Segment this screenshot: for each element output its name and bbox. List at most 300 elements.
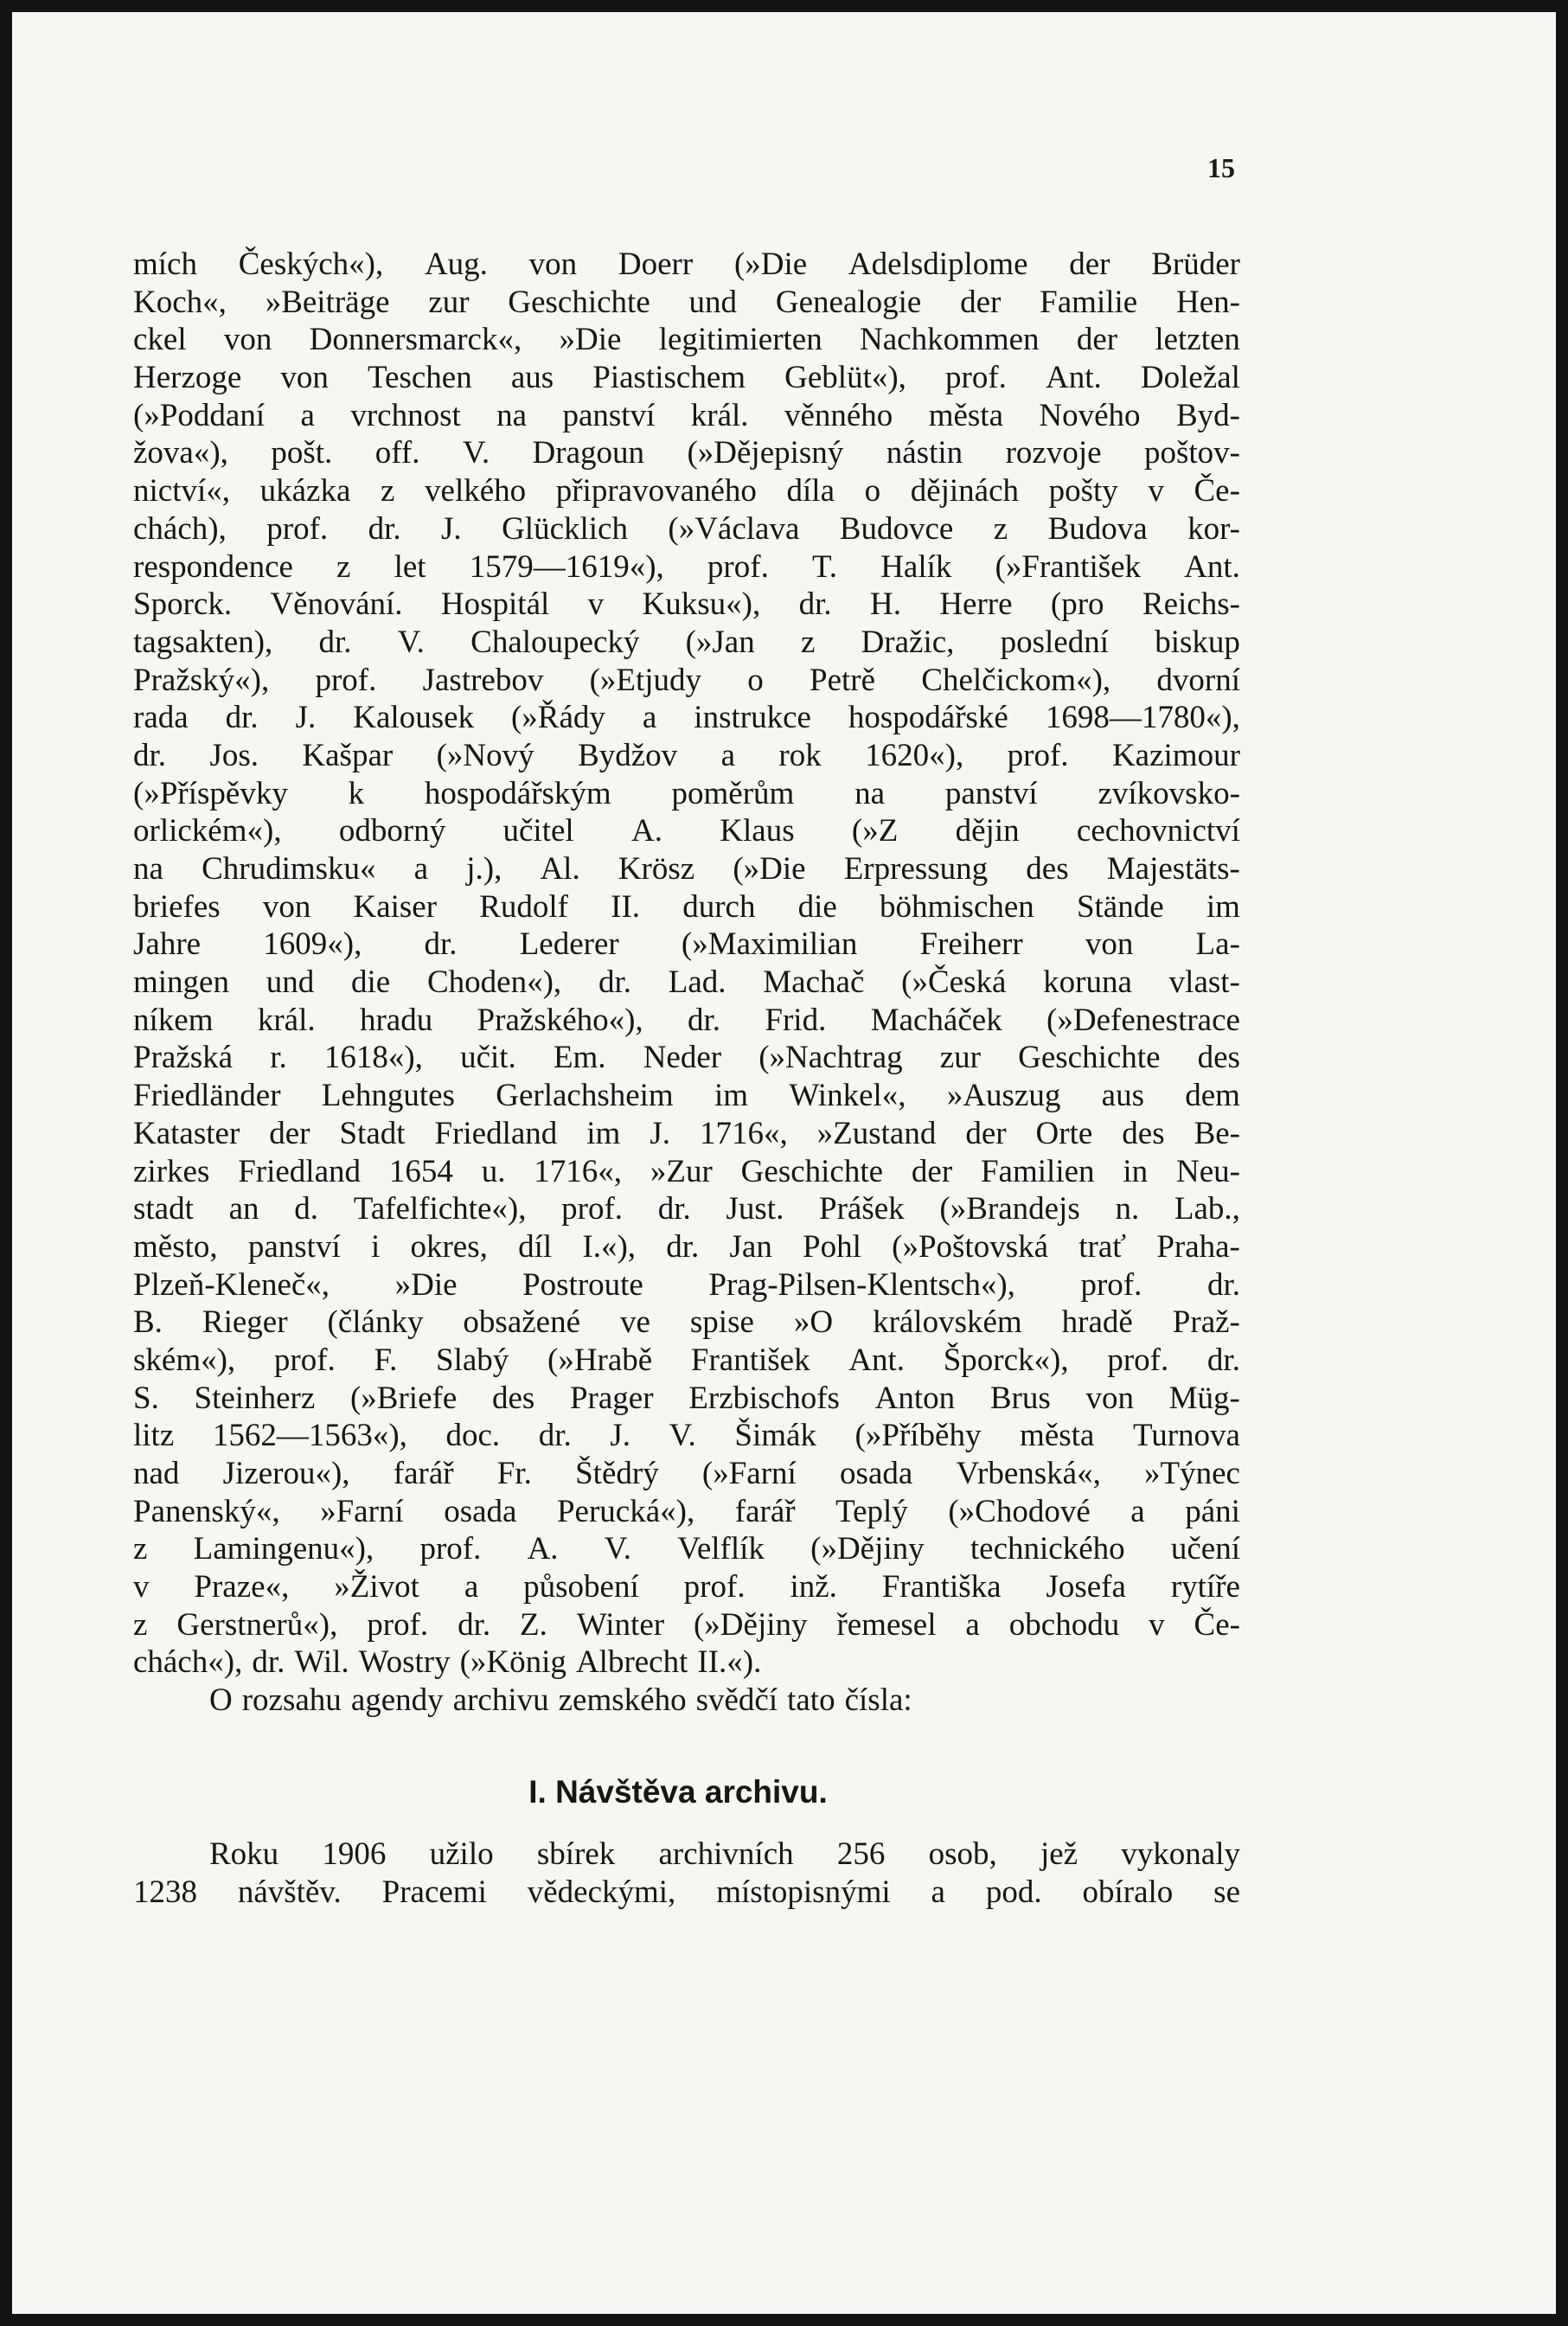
text-line: [133, 321, 1240, 359]
word: vykonaly: [1121, 1836, 1240, 1872]
word: prof.: [419, 1531, 482, 1567]
word: místopisnými: [716, 1874, 891, 1910]
word: Geblüt«),: [784, 360, 906, 396]
word: let: [394, 548, 426, 585]
word: »O: [793, 1304, 834, 1341]
text-line: [133, 1530, 1240, 1568]
text-line: [133, 662, 1240, 700]
word: Prag-Pilsen-Klentsch«),: [708, 1266, 1015, 1303]
word: dr.: [666, 1228, 700, 1265]
word: 1698—1780«),: [1045, 700, 1240, 736]
word: spise: [689, 1304, 754, 1341]
word: n.: [1115, 1191, 1140, 1227]
word: ve: [619, 1304, 650, 1341]
word: dr.: [798, 586, 832, 623]
word: H.: [869, 586, 901, 623]
text-line: [133, 1342, 1240, 1380]
word: rozsahu: [241, 1682, 342, 1719]
word: Lamingenu«),: [193, 1531, 374, 1567]
word: agendy: [350, 1682, 444, 1719]
word: (»Příběhy: [854, 1418, 982, 1454]
word: Kataster: [133, 1115, 240, 1151]
word: Doerr: [618, 247, 694, 282]
word: z: [336, 548, 351, 585]
word: Pražská: [133, 1040, 234, 1076]
word: S.: [133, 1380, 159, 1416]
word: »Beiträge: [265, 284, 390, 320]
word: z: [133, 1606, 148, 1643]
word: prof.: [707, 548, 769, 585]
word: Budova: [1047, 510, 1148, 547]
word: Perucká«),: [556, 1493, 695, 1529]
word: král.: [257, 1002, 316, 1038]
text-line: [133, 1417, 1240, 1455]
word: La-: [1195, 926, 1240, 963]
word: aus: [1101, 1078, 1144, 1114]
text-line: [133, 1568, 1240, 1606]
word: rok: [778, 737, 822, 773]
word: Wostry: [358, 1644, 451, 1681]
section-heading: I. Návštěva archivu.: [528, 1773, 828, 1810]
word: města: [928, 397, 1003, 433]
word: letzten: [1155, 322, 1240, 358]
word: und: [688, 284, 738, 320]
word: Aug.: [424, 247, 488, 282]
word: i: [370, 1228, 381, 1265]
word: a: [965, 1606, 980, 1643]
word: Familie: [1040, 284, 1138, 320]
word: královském: [873, 1304, 1022, 1341]
word: k: [348, 775, 365, 811]
word: Müg-: [1168, 1380, 1240, 1416]
word: J.: [441, 510, 462, 547]
word: 1562—1563«),: [212, 1418, 407, 1454]
paragraph-contributors: [133, 246, 1240, 1682]
word: V.: [397, 624, 425, 660]
text-line: [133, 1380, 1240, 1418]
word: o: [864, 473, 881, 509]
word: Winkel«,: [789, 1078, 906, 1114]
word: zvíkovsko-: [1098, 775, 1240, 811]
word: Frid.: [765, 1002, 827, 1038]
text-line: [133, 699, 1240, 737]
word: Slabý: [436, 1342, 509, 1378]
word: (»Příspěvky: [133, 775, 288, 811]
word: kor-: [1187, 510, 1240, 547]
word: Roku: [209, 1836, 279, 1872]
word: prof.: [315, 662, 377, 698]
word: Donnersmarck«,: [309, 322, 522, 358]
page-number: 15: [1207, 152, 1235, 183]
word: v: [1149, 1606, 1165, 1643]
word: dr.: [1206, 1266, 1240, 1303]
word: a: [642, 700, 657, 736]
word: V.: [669, 1418, 696, 1454]
word: Velflík: [677, 1531, 765, 1567]
text-line: [133, 1002, 1240, 1040]
word: Rieger: [202, 1304, 288, 1341]
word: Winter: [576, 1606, 665, 1643]
word: a: [931, 1874, 945, 1910]
word: prof.: [1007, 737, 1069, 773]
word: Byd-: [1175, 397, 1240, 433]
word: prof.: [683, 1569, 746, 1605]
word: páni: [1185, 1493, 1240, 1529]
word: Friedländer: [133, 1078, 281, 1114]
word: prof.: [266, 510, 329, 547]
word: litz: [133, 1418, 175, 1454]
word: orlickém«),: [133, 813, 282, 849]
word: technického: [970, 1531, 1125, 1567]
word: (»Poddaní: [133, 397, 266, 433]
word: Gerstnerů«),: [176, 1606, 338, 1643]
word: archivu: [452, 1682, 549, 1719]
word: mích: [133, 247, 197, 282]
word: Lederer: [519, 926, 619, 963]
word: Věnování.: [270, 586, 403, 623]
word: Jan: [729, 1228, 772, 1265]
word: Jahre: [133, 926, 202, 963]
word: 1579—1619«),: [469, 548, 664, 585]
word: Petrě: [810, 662, 876, 698]
word: pod.: [985, 1874, 1042, 1910]
word: V.: [462, 435, 490, 471]
word: čísla:: [844, 1682, 912, 1719]
word: briefes: [133, 888, 221, 925]
word: Turnova: [1132, 1418, 1240, 1454]
word: užilo: [429, 1836, 494, 1872]
word: farář: [393, 1456, 454, 1491]
document-page: [12, 12, 1556, 2314]
word: Majestäts-: [1106, 851, 1240, 887]
word: Vrbenská«,: [956, 1456, 1101, 1491]
word: vlast-: [1168, 964, 1240, 1001]
word: prof.: [273, 1342, 336, 1378]
word: zemského: [558, 1682, 687, 1719]
word: díl: [518, 1228, 553, 1265]
text-line: [133, 1266, 1240, 1304]
word: dr.: [1206, 1342, 1240, 1378]
text-line: [133, 737, 1240, 775]
word: odborný: [338, 813, 446, 849]
text-line: [133, 926, 1240, 964]
word: von: [528, 247, 578, 282]
word: 1609«),: [263, 926, 362, 963]
word: hospodářským: [424, 775, 611, 811]
word: Orte: [1035, 1115, 1093, 1151]
word: Steinherz: [194, 1380, 316, 1416]
word: 1238: [133, 1874, 197, 1910]
word: Chelčickom«),: [921, 662, 1111, 698]
word: rada: [133, 700, 189, 736]
word: Adelsdiplome: [848, 247, 1028, 282]
word: a: [1130, 1493, 1145, 1529]
word: dějinách: [910, 473, 1020, 509]
word: v: [587, 586, 605, 623]
word: Stände: [1076, 888, 1164, 925]
word: A.: [527, 1531, 559, 1567]
word: Herzoge: [133, 360, 242, 396]
word: F.: [374, 1342, 398, 1378]
word: Lab.,: [1174, 1191, 1240, 1227]
word: města: [1020, 1418, 1095, 1454]
word: (»Briefe: [349, 1380, 458, 1416]
text-line: [133, 510, 1240, 548]
word: Pražského«),: [477, 1002, 643, 1038]
word: »Zustand: [816, 1115, 937, 1151]
word: nictví«,: [133, 473, 231, 509]
text-line: [133, 1682, 1240, 1720]
word: Kalousek: [353, 700, 475, 736]
word: dr.: [538, 1418, 572, 1454]
text-line: [133, 812, 1240, 850]
word: durch: [682, 888, 756, 925]
word: (»Dějiny: [810, 1531, 925, 1567]
word: poslední: [1000, 624, 1110, 660]
word: koruna: [1043, 964, 1132, 1001]
word: ckel: [133, 322, 187, 358]
word: (»Řády: [510, 700, 605, 736]
word: Stadt: [339, 1115, 406, 1151]
word: díla: [786, 473, 835, 509]
word: ukázka: [259, 473, 351, 509]
word: Nového: [1039, 397, 1141, 433]
word: Geschichte: [508, 284, 650, 320]
word: na: [496, 397, 528, 433]
word: Krösz: [618, 851, 695, 887]
word: Friedland: [238, 1153, 362, 1189]
text-line: [133, 472, 1240, 510]
word: a: [300, 397, 315, 433]
word: poměrům: [671, 775, 795, 811]
text-line: [133, 1304, 1240, 1342]
word: tato: [787, 1682, 835, 1719]
word: zirkes: [133, 1153, 210, 1189]
word: Chaloupecký: [470, 624, 640, 660]
word: (»Brandejs: [939, 1191, 1080, 1227]
word: dr.: [458, 1606, 491, 1643]
word: (»Maximilian: [681, 926, 858, 963]
word: osob,: [928, 1836, 997, 1872]
word: níkem: [133, 1002, 214, 1038]
text-line: [133, 624, 1240, 662]
word: der: [269, 1115, 310, 1151]
word: V.: [604, 1531, 631, 1567]
word: Gerlachsheim: [496, 1078, 674, 1114]
word: im: [586, 1115, 621, 1151]
word: r.: [270, 1040, 287, 1076]
word: prof.: [1107, 1342, 1169, 1378]
word: Erzbischofs: [688, 1380, 840, 1416]
word: inž.: [790, 1569, 837, 1605]
word: (»Česká: [901, 964, 1007, 1001]
text-line: [133, 397, 1240, 435]
word: »Týnec: [1144, 1456, 1240, 1491]
word: farář: [734, 1493, 796, 1529]
word: »Auszug: [946, 1078, 1061, 1114]
paragraph-visits: [133, 1836, 1240, 1911]
text-line: [133, 1836, 1240, 1874]
word: doc.: [445, 1418, 501, 1454]
word: Al.: [540, 851, 580, 887]
word: in: [1123, 1153, 1149, 1189]
word: (»Nachtrag: [758, 1040, 903, 1076]
word: Fr.: [496, 1456, 532, 1491]
word: Anton: [874, 1380, 956, 1416]
word: J.: [610, 1418, 631, 1454]
word: Be-: [1194, 1115, 1240, 1151]
word: (»König: [459, 1644, 566, 1681]
word: z: [800, 624, 816, 660]
word: Neder: [643, 1040, 722, 1076]
word: Piastischem: [592, 360, 746, 396]
word: Neu-: [1176, 1153, 1240, 1189]
word: Kuksu«),: [642, 586, 761, 623]
word: Koch«,: [133, 284, 227, 320]
word: panství: [944, 775, 1038, 811]
word: prof.: [1080, 1266, 1142, 1303]
word: (»Z: [851, 813, 899, 849]
word: hradu: [359, 1002, 433, 1038]
word: dr.: [688, 1002, 721, 1038]
word: pošty: [1048, 473, 1118, 509]
word: Glücklich: [502, 510, 628, 547]
word: Če-: [1194, 473, 1240, 509]
word: Rudolf: [479, 888, 568, 925]
word: František: [690, 1342, 810, 1378]
word: tagsakten),: [133, 624, 273, 660]
word: die: [797, 888, 837, 925]
word: Prager: [569, 1380, 654, 1416]
word: »Život: [334, 1569, 419, 1605]
word: d.: [294, 1191, 318, 1227]
text-line: [133, 850, 1240, 888]
word: Ant.: [1184, 548, 1240, 585]
word: (články: [327, 1304, 424, 1341]
word: (»Hrabě: [547, 1342, 653, 1378]
word: Josefa: [1046, 1569, 1126, 1605]
word: Hen-: [1176, 284, 1240, 320]
word: Em.: [553, 1040, 606, 1076]
text-line: [133, 359, 1240, 397]
word: cechovnictví: [1076, 813, 1240, 849]
word: Macháček: [870, 1002, 1002, 1038]
word: jež: [1040, 1836, 1078, 1872]
word: osada: [840, 1456, 913, 1491]
word: Hospitál: [440, 586, 550, 623]
word: prof.: [561, 1191, 624, 1227]
word: »Farní: [320, 1493, 404, 1529]
word: im: [714, 1078, 749, 1114]
word: 1654: [388, 1153, 453, 1189]
word: (»Farní: [701, 1456, 797, 1491]
word: Jizerou«),: [222, 1456, 350, 1491]
word: B.: [133, 1304, 163, 1341]
text-line: [133, 434, 1240, 472]
word: archivních: [658, 1836, 794, 1872]
word: (»Václava: [668, 510, 800, 547]
word: Machač: [763, 964, 865, 1001]
word: A.: [630, 813, 662, 849]
word: Praž-: [1172, 1304, 1240, 1341]
word: Pohl: [803, 1228, 861, 1265]
word: dějin: [955, 813, 1020, 849]
text-line: [133, 1228, 1240, 1266]
word: Just.: [726, 1191, 784, 1227]
word: z: [993, 510, 1008, 547]
word: v: [133, 1569, 150, 1605]
word: sbírek: [536, 1836, 616, 1872]
word: Lad.: [668, 964, 726, 1001]
word: T.: [811, 548, 838, 585]
text-line: [133, 548, 1240, 586]
word: a: [464, 1569, 479, 1605]
word: (»Poštovská: [892, 1228, 1049, 1265]
word: (»Dějepisný: [687, 435, 844, 471]
word: Tafelfichte«),: [353, 1191, 527, 1227]
word: Erpressung: [843, 851, 989, 887]
word: von: [223, 322, 272, 358]
word: na: [854, 775, 886, 811]
text-line: [133, 1493, 1240, 1531]
word: mingen: [133, 964, 229, 1001]
word: dr.: [424, 926, 458, 963]
word: z: [380, 473, 395, 509]
word: 1906: [322, 1836, 387, 1872]
spacer: [133, 1720, 1240, 1773]
word: panství: [247, 1228, 341, 1265]
word: učitel: [502, 813, 574, 849]
word: připravovaného: [555, 473, 757, 509]
word: O: [209, 1682, 233, 1719]
word: »Die: [394, 1266, 458, 1303]
word: Plzeň-Kleneč«,: [133, 1266, 330, 1303]
word: Choden«),: [426, 964, 562, 1001]
word: Štědrý: [575, 1456, 659, 1491]
text-line: [133, 246, 1240, 284]
word: 256: [836, 1836, 886, 1872]
body-text: [133, 246, 1240, 1911]
word: des: [1197, 1040, 1240, 1076]
word: Nachkommen: [860, 322, 1040, 358]
word: von: [1085, 926, 1134, 963]
word: Sporck.: [133, 586, 233, 623]
word: (»Jan: [685, 624, 755, 660]
text-line: [133, 1455, 1240, 1493]
word: Brus: [989, 1380, 1051, 1416]
word: nástin: [886, 435, 963, 471]
word: der: [960, 284, 1002, 320]
word: žova«),: [133, 435, 228, 471]
text-line: [133, 1874, 1240, 1912]
word: věnného: [784, 397, 893, 433]
word: 1620«),: [865, 737, 964, 773]
text-line: [133, 775, 1240, 813]
word: 1716«,: [699, 1115, 788, 1151]
word: Panenský«,: [133, 1493, 280, 1529]
word: der: [1076, 322, 1118, 358]
word: učení: [1170, 1531, 1240, 1567]
word: Geschichte: [740, 1153, 884, 1189]
word: legitimierten: [658, 322, 822, 358]
word: von: [1085, 1380, 1134, 1416]
word: Geschichte: [1018, 1040, 1161, 1076]
word: velkého: [425, 473, 527, 509]
word: Pracemi: [381, 1874, 487, 1910]
word: Šporck«),: [943, 1342, 1069, 1378]
word: 1618«),: [323, 1040, 423, 1076]
word: respondence: [133, 548, 293, 585]
